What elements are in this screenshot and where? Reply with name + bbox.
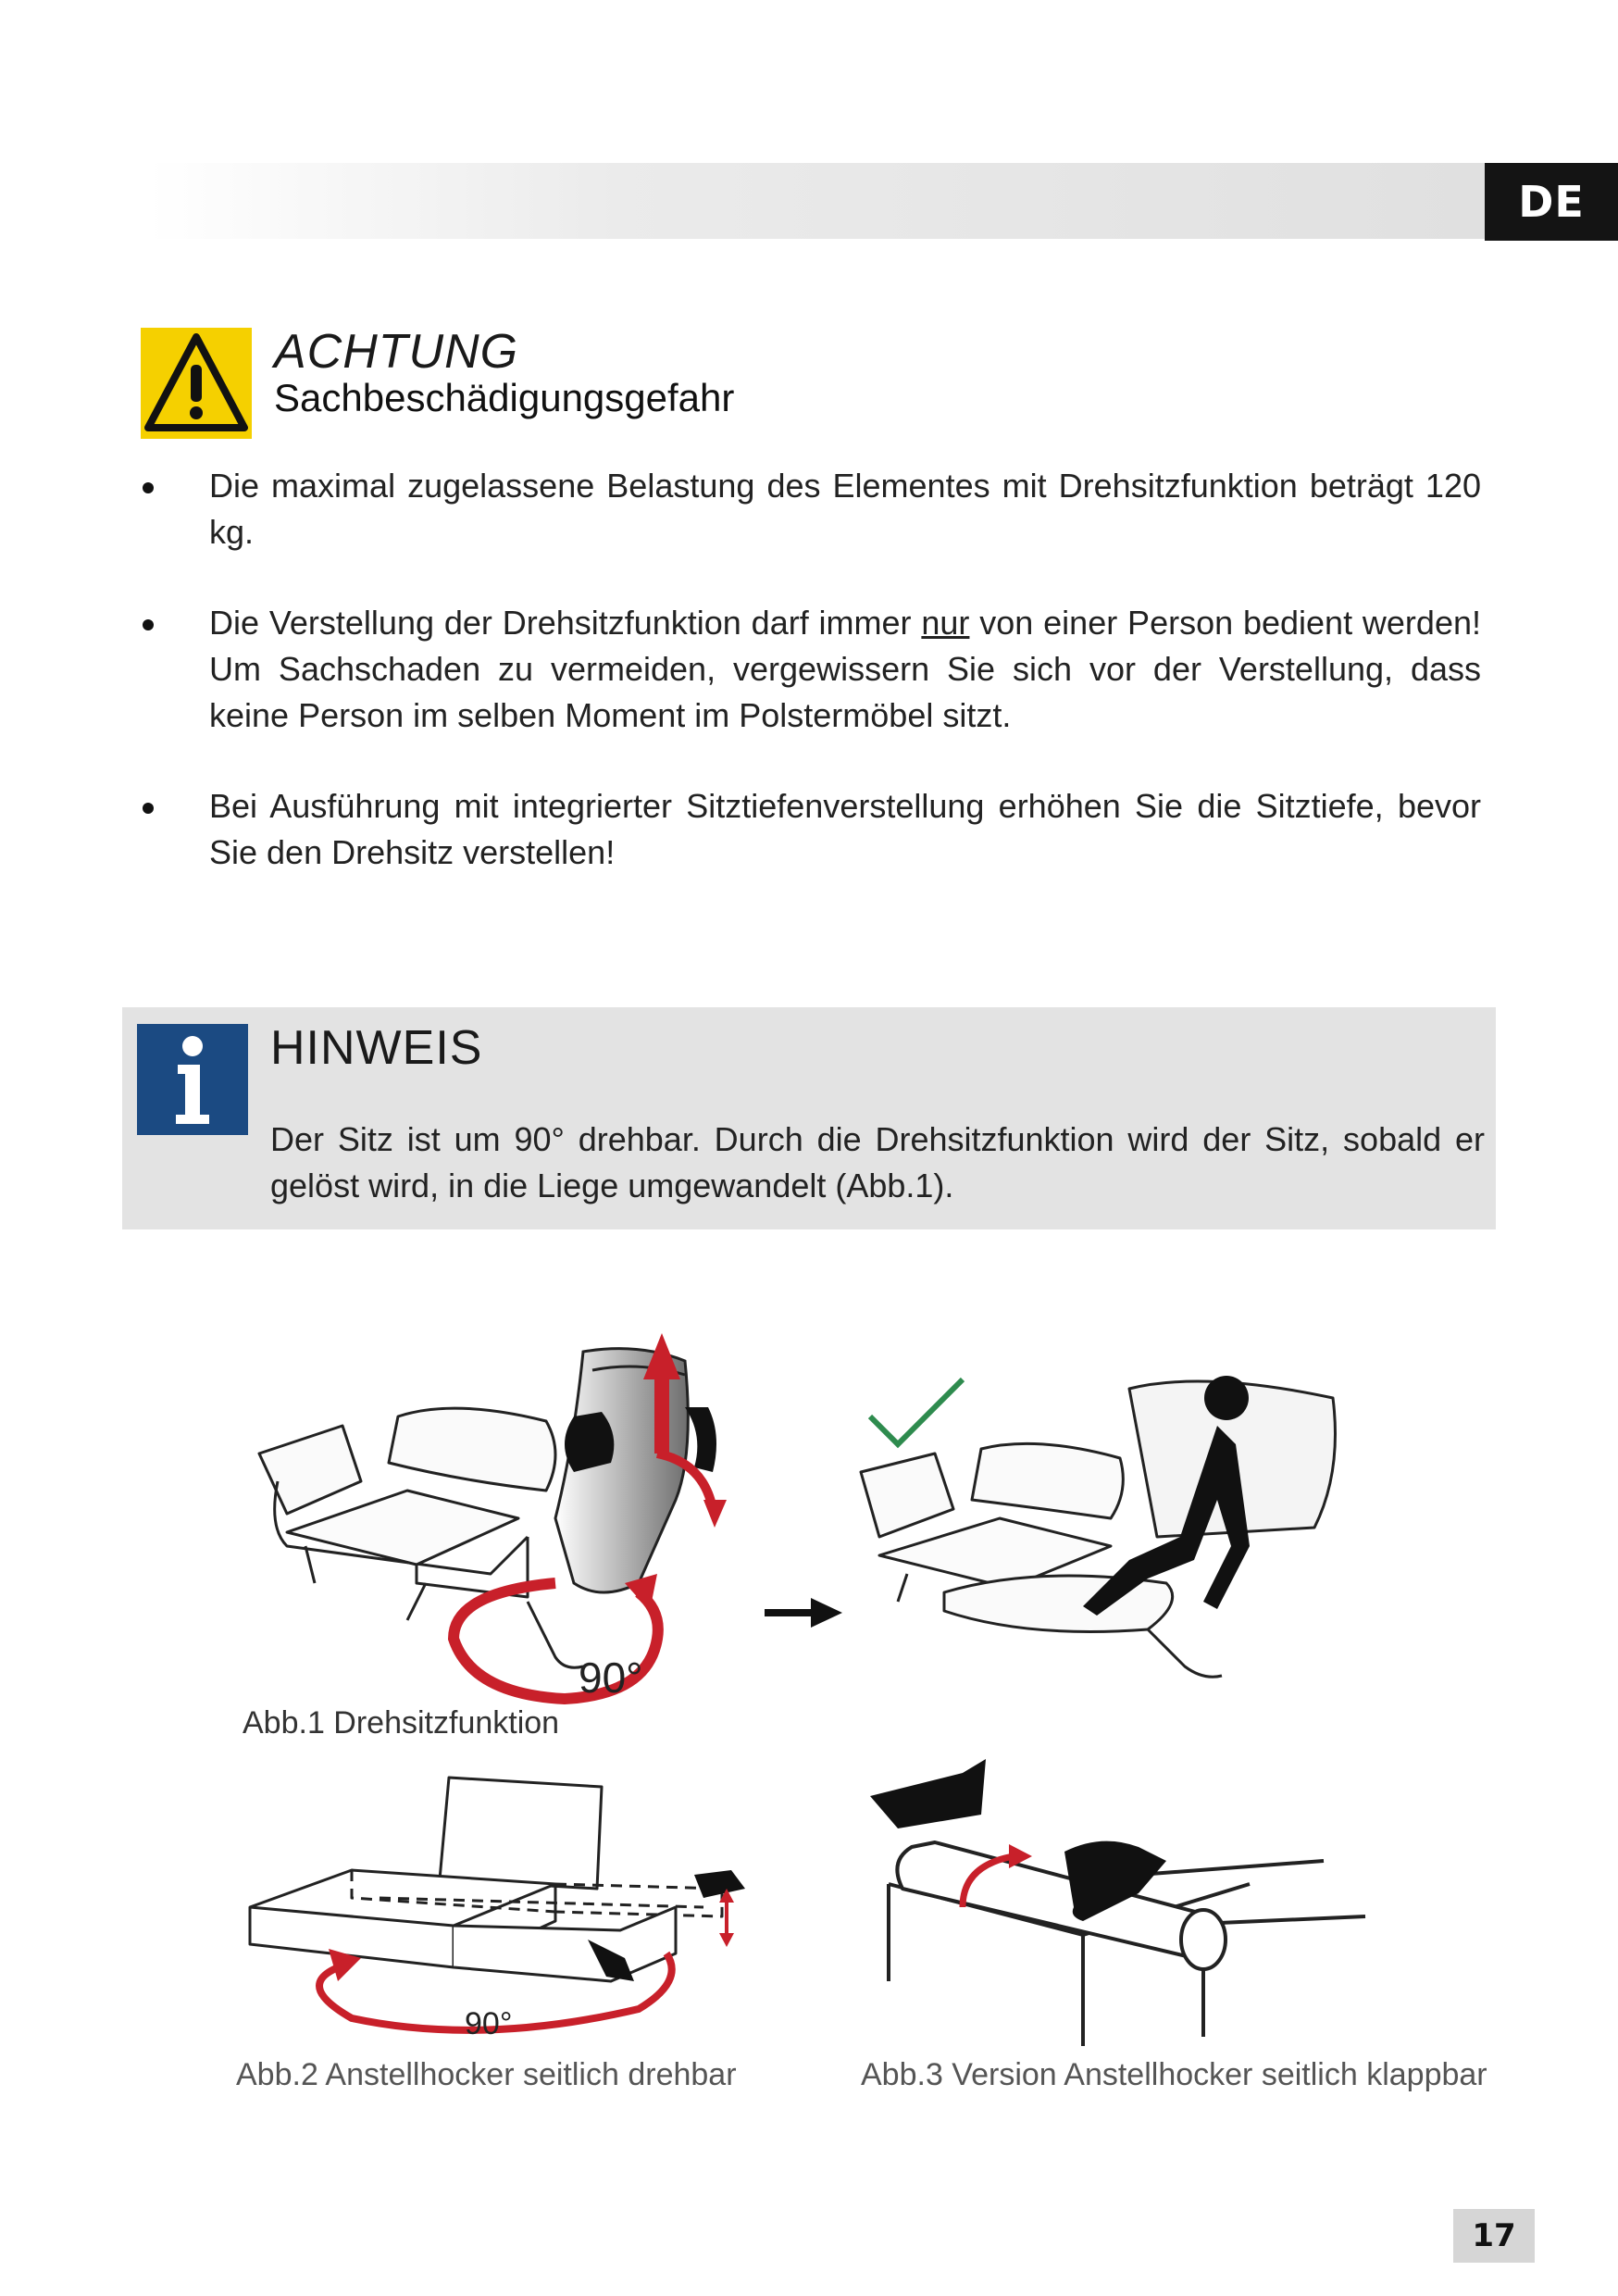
language-badge	[1485, 163, 1618, 241]
info-icon	[137, 1024, 248, 1135]
transition-arrow	[765, 1594, 848, 1631]
bullet-item	[139, 463, 1481, 555]
language-label: DE	[1518, 177, 1585, 227]
figure-1-angle-label: 90°	[579, 1653, 643, 1702]
figure-2-caption: Abb.2 Anstellhocker seitlich drehbar	[236, 2057, 737, 2092]
check-mark-icon	[870, 1379, 963, 1444]
header-gradient-bar	[148, 163, 1485, 239]
note-box	[122, 1007, 1496, 1229]
bullet-text-after: von einer Person bedient werden! Um Sachschaden zu vermeiden, vergewissern Sie sich vor der Verstellung, dass keine Person im selben Moment im Polstermöbel sitzt.	[209, 604, 1481, 734]
bullet-text-underlined: nur	[921, 604, 970, 642]
bullet-text: Bei Ausführung mit integrierter Sitztiefenverstellung erhöhen Sie die Sitztiefe, bevor Sie den Drehsitz verstellen!	[209, 787, 1481, 871]
figure-3-folding-stool	[861, 1759, 1379, 2055]
figure-3-caption: Abb.3 Version Anstellhocker seitlich klappbar	[861, 2057, 1487, 2092]
figure-1-result-reclined	[852, 1361, 1342, 1713]
bullet-text: Die maximal zugelassene Belastung des Elementes mit Drehsitzfunktion beträgt 120 kg.	[209, 467, 1481, 551]
bullet-text-before: Die Verstellung der Drehsitzfunktion darf immer	[209, 604, 922, 642]
figure-1-swivel-sofa	[250, 1305, 768, 1731]
bullet-item	[139, 600, 1481, 739]
bullet-item	[139, 783, 1481, 876]
figure-1-caption: Abb.1 Drehsitzfunktion	[243, 1705, 560, 1741]
page-number	[1453, 2209, 1535, 2263]
note-text: Der Sitz ist um 90° drehbar. Durch die Drehsitzfunktion wird der Sitz, sobald er gelöst wird, in die Liege umgewandelt (Abb.1).	[270, 1120, 1485, 1204]
figure-2-angle-label: 90°	[465, 2006, 513, 2037]
note-title: HINWEIS	[270, 1021, 483, 1075]
warning-bullet-list	[139, 463, 1481, 920]
warning-triangle-icon	[141, 328, 252, 439]
figure-2-swivel-stool	[241, 1759, 759, 2037]
warning-subtitle: Sachbeschädigungsgefahr	[274, 376, 735, 419]
warning-title: ACHTUNG	[274, 325, 519, 379]
page-number-label: 17	[1472, 2217, 1516, 2254]
